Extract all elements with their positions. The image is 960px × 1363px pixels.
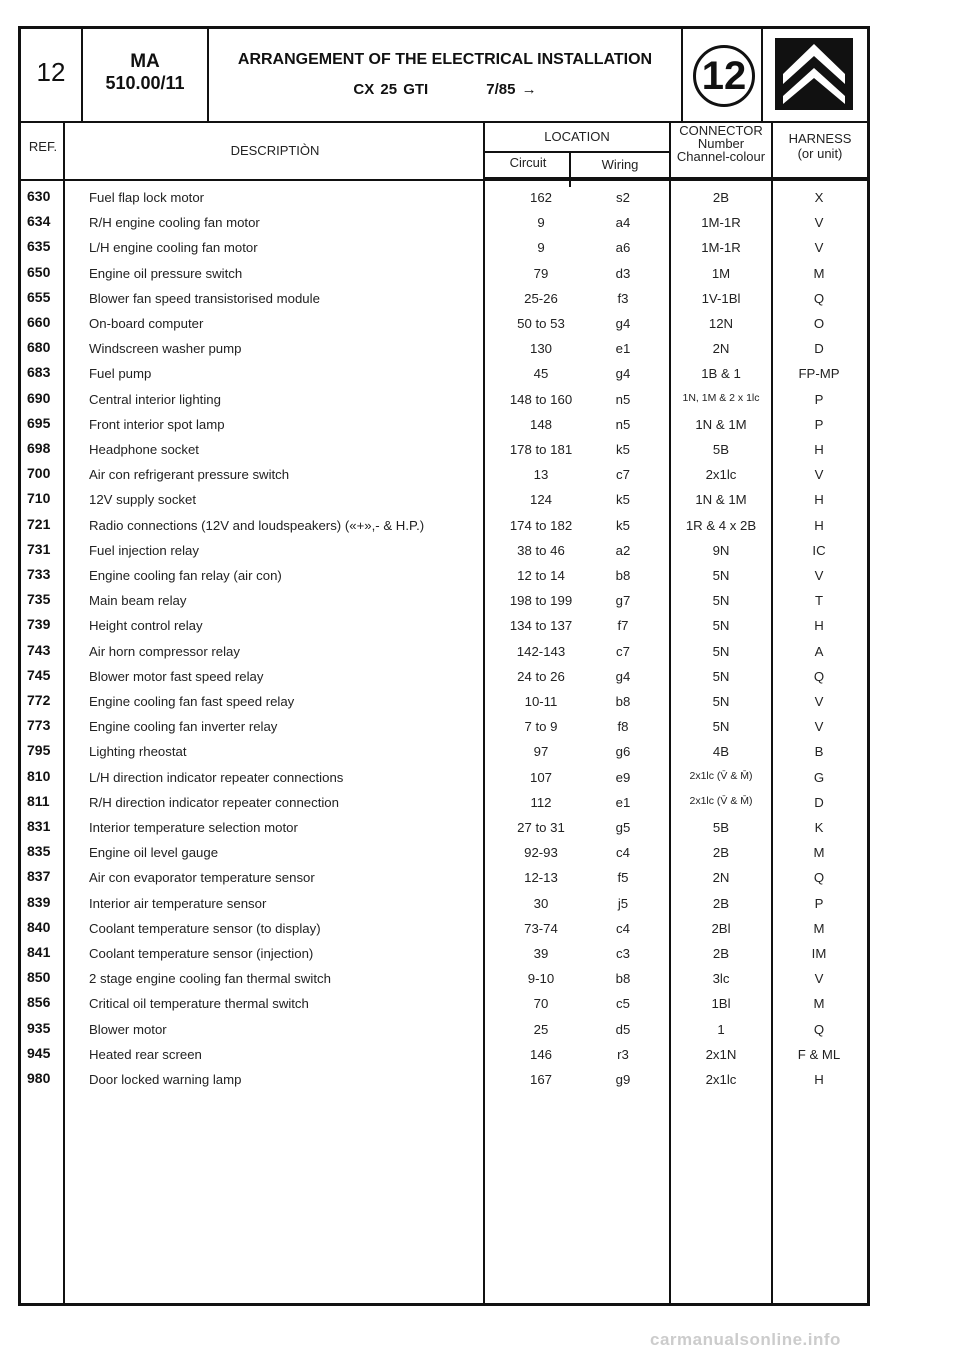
table-row [21,1042,867,1067]
circuit-cell: 134 to 137 [509,618,573,634]
harness-cell: T [814,593,824,609]
circuit-cell: 45 [533,366,549,382]
wiring-cell: g4 [615,668,631,684]
description-cell: 12V supply socket [89,492,197,508]
col-connector-number: Number [697,136,745,151]
circuit-cell: 39 [533,946,549,961]
harness-cell: H [814,517,824,533]
description-cell: Main beam relay [89,593,187,609]
col-connector [669,124,773,163]
wiring-cell: e1 [615,341,631,357]
table-row [21,412,867,437]
harness-cell: IC [812,542,826,558]
harness-cell: H [814,442,824,457]
circuit-cell: 167 [529,1072,552,1087]
connector-cell: 5N [712,694,730,709]
connector-cell: 2x1N [705,1046,737,1062]
description-cell: Blower motor [89,1021,167,1037]
ref-cell: 698 [27,440,51,456]
table-row [21,261,867,286]
table-row [21,840,867,865]
circuit-cell: 10-11 [524,694,558,709]
connector-cell: 5B [712,820,730,835]
circuit-cell: 38 to 46 [517,542,565,558]
table-row [21,336,867,361]
ref-cell: 739 [27,616,51,633]
circuit-cell: 92-93 [524,845,558,861]
connector-cell: 2N [712,341,730,357]
wiring-cell: c4 [616,920,630,936]
ref-cell: 773 [27,717,51,734]
col-wiring: Wiring [601,157,639,172]
harness-cell: B [814,744,824,760]
description-cell: Lighting rheostat [89,744,187,760]
harness-cell: D [814,341,824,357]
circuit-cell: 198 to 199 [509,593,573,609]
description-cell: Windscreen washer pump [89,341,242,357]
wiring-cell: c3 [616,946,630,961]
ref-cell: 839 [27,893,51,910]
harness-cell: M [813,265,825,281]
wiring-cell: b8 [615,568,631,583]
document-title-block [209,29,683,121]
wiring-cell: r3 [617,1046,629,1062]
table-row [21,941,867,966]
connector-cell: 5N [712,719,730,735]
table-row [21,563,867,588]
table-row [21,664,867,689]
description-cell: Air con refrigerant pressure switch [89,467,290,483]
ref-cell: 635 [27,238,51,255]
brand-logo-cell [763,29,867,121]
col-harness [773,131,867,161]
connector-cell: 5N [712,568,730,583]
table-row [21,361,867,386]
description-cell: Interior temperature selection motor [89,820,298,835]
harness-cell: M [813,845,825,861]
harness-cell: G [813,769,825,785]
description-cell: On-board computer [89,316,204,331]
ref-cell: 745 [27,666,51,683]
description-cell: L/H direction indicator repeater connections [89,769,344,785]
description-cell: Engine cooling fan fast speed relay [89,694,295,709]
wiring-cell: d5 [615,1021,631,1037]
table-row [21,966,867,991]
table-row [21,865,867,890]
description-cell: Door locked warning lamp [89,1072,242,1087]
page-number: 12 [21,29,83,121]
connector-cell: 1 [717,1021,725,1037]
harness-cell: V [814,467,824,483]
connector-cell: 1M-1R [701,215,741,231]
description-cell: Critical oil temperature thermal switch [89,996,309,1012]
table-row [21,916,867,941]
double-chevron-logo-icon [775,38,853,110]
title-block [21,29,867,123]
description-cell: Fuel pump [89,366,152,382]
connector-cell: 1Bl [711,996,731,1012]
wiring-cell: n5 [615,416,631,432]
table-row [21,991,867,1016]
connector-cell: 2x1lc (V̄ & M̄) [689,769,753,782]
date: 7/85 → [486,81,537,98]
harness-cell: Q [813,668,825,684]
description-cell: Engine oil level gauge [89,845,219,861]
circuit-cell: 12-13 [524,870,558,886]
connector-cell: 1N & 1M [695,416,747,432]
ref-cell: 721 [27,515,51,532]
circuit-cell: 9-10 [527,971,555,987]
table-row [21,235,867,260]
table-row [21,689,867,714]
ref-cell: 630 [27,188,51,204]
wiring-cell: j5 [617,895,629,911]
connector-cell: 1M-1R [701,240,741,256]
connector-cell: 2B [712,190,730,205]
wiring-cell: s2 [616,190,630,205]
description-cell: R/H direction indicator repeater connection [89,794,339,810]
ref-cell: 841 [27,944,51,960]
harness-cell: K [814,820,824,835]
circuit-cell: 9 [537,215,545,231]
connector-cell: 2B [712,895,730,911]
wiring-cell: b8 [615,694,631,709]
ref-cell: 660 [27,314,51,330]
circuit-cell: 50 to 53 [517,316,565,331]
ref-cell: 733 [27,566,51,582]
wiring-cell: g9 [615,1072,631,1087]
manual-ref: 510.00/11 [105,73,185,93]
description-cell: Blower motor fast speed relay [89,668,264,684]
description-cell: Air horn compressor relay [89,643,240,659]
connector-cell: 5B [712,442,730,457]
document-title: ARRANGEMENT OF THE ELECTRICAL INSTALLATION [237,51,653,68]
circuit-cell: 7 to 9 [524,719,558,735]
description-cell: Fuel flap lock motor [89,190,205,205]
connector-cell: 1N & 1M [695,492,747,508]
connector-cell: 2N [712,870,730,886]
harness-cell: D [814,794,824,810]
circuit-cell: 146 [529,1046,552,1062]
table-row [21,311,867,336]
harness-cell: V [814,240,824,256]
circuit-cell: 24 to 26 [517,668,565,684]
circuit-cell: 13 [533,467,549,483]
ref-cell: 856 [27,994,51,1011]
table-row [21,487,867,512]
description-cell: Air con evaporator temperature sensor [89,870,315,886]
connector-cell: 5N [712,618,730,634]
wiring-cell: f8 [617,719,629,735]
harness-cell: V [814,568,824,583]
wiring-cell: k5 [616,442,630,457]
circuit-cell: 25-26 [524,290,558,306]
col-connector-channel: Channel-colour [676,149,766,164]
connector-cell: 5N [712,593,730,609]
circuit-cell: 73-74 [524,920,558,936]
circuit-cell: 25 [533,1021,549,1037]
table-row [21,639,867,664]
manual-id [83,29,209,121]
connector-cell: 2x1lc [705,467,737,483]
wiring-cell: g4 [615,316,631,331]
connector-cell: 9N [712,542,730,558]
circuit-cell: 142-143 [516,643,566,659]
wiring-cell: k5 [616,517,630,533]
wiring-cell: g5 [615,820,631,835]
table-row [21,891,867,916]
harness-cell: Q [813,290,825,306]
harness-cell: P [814,895,824,911]
circuit-cell: 178 to 181 [509,442,573,457]
description-cell: Engine cooling fan inverter relay [89,719,278,735]
column-headers [21,121,867,181]
description-cell: Engine cooling fan relay (air con) [89,568,282,583]
subheader-divider [485,177,867,179]
circuit-cell: 9 [537,240,545,256]
table-row [21,613,867,638]
harness-cell: FP-MP [798,366,840,382]
circuit-cell: 12 to 14 [517,568,565,583]
col-ref: REF. [28,139,58,154]
ref-cell: 731 [27,540,51,557]
ref-cell: 700 [27,465,51,482]
connector-cell: 2x1lc [705,1072,737,1087]
table-row [21,538,867,563]
table-row [21,513,867,538]
table-row [21,815,867,840]
harness-cell: A [814,643,824,659]
wiring-cell: c4 [616,845,630,861]
connector-cell: 2Bl [711,920,731,936]
circuit-cell: 174 to 182 [509,517,573,533]
connector-cell: 4B [712,744,730,760]
table-row [21,739,867,764]
watermark: carmanualsonline.info [650,1330,841,1349]
ref-cell: 710 [27,490,51,507]
ref-cell: 680 [27,339,51,356]
circuit-cell: 130 [529,341,552,357]
description-cell: L/H engine cooling fan motor [89,240,258,256]
connector-cell: 5N [712,643,730,659]
ref-cell: 634 [27,213,51,230]
description-cell: R/H engine cooling fan motor [89,215,260,231]
ref-cell: 695 [27,414,51,431]
table-row [21,765,867,790]
circuit-cell: 124 [529,492,552,508]
circuit-cell: 148 [529,416,552,432]
col-circuit: Circuit [509,155,547,170]
ref-cell: 735 [27,591,51,608]
section-badge [683,29,763,121]
wiring-cell: c7 [616,643,630,659]
ref-cell: 655 [27,288,51,305]
circuit-cell: 79 [533,265,549,281]
ref-cell: 795 [27,742,51,759]
harness-cell: X [814,190,824,205]
description-cell: 2 stage engine cooling fan thermal switch [89,971,331,987]
circuit-cell: 70 [533,996,549,1012]
ref-cell: 650 [27,263,51,280]
location-divider [485,151,671,153]
table-row [21,286,867,311]
harness-cell: IM [811,946,827,961]
circuit-cell: 27 to 31 [517,820,565,835]
harness-cell: M [813,996,825,1012]
connector-cell: 1B & 1 [701,366,741,382]
ref-cell: 945 [27,1044,51,1061]
ref-cell: 835 [27,843,51,860]
connector-cell: 3lc [712,971,730,987]
description-cell: Fuel injection relay [89,542,199,558]
wiring-cell: k5 [616,492,630,508]
ref-cell: 840 [27,918,51,935]
ref-cell: 935 [27,1019,51,1036]
ref-cell: 811 [27,792,50,809]
table-row [21,714,867,739]
harness-cell: H [814,618,824,634]
harness-cell: V [814,215,824,231]
connector-cell: 1V-1Bl [701,290,741,306]
description-cell: Coolant temperature sensor (injection) [89,946,314,961]
wiring-cell: a6 [615,240,631,256]
wiring-cell: b8 [615,971,631,987]
wiring-cell: c7 [616,467,630,483]
connector-cell: 2x1lc (V̄ & M̄) [689,794,753,807]
ref-cell: 810 [27,767,51,784]
harness-cell: O [813,316,825,331]
table-row [21,790,867,815]
harness-cell: M [813,920,825,936]
circuit-cell: 148 to 160 [509,391,573,407]
circuit-cell: 107 [529,769,552,785]
grid-line-circuit [569,151,571,187]
ref-cell: 850 [27,969,51,986]
ref-cell: 837 [27,868,51,885]
harness-cell: H [814,1072,824,1087]
harness-cell: V [814,971,824,987]
ref-cell: 772 [27,692,51,708]
table-row [21,387,867,412]
connector-cell: 2B [712,845,730,861]
circuit-cell: 30 [533,895,549,911]
manual-code: MA [130,51,160,72]
circuit-cell: 97 [533,744,549,760]
description-cell: Heated rear screen [89,1046,202,1062]
harness-cell: P [814,391,824,407]
wiring-cell: e9 [615,769,631,785]
wiring-cell: e1 [615,794,631,810]
description-cell: Headphone socket [89,442,199,457]
table-row [21,1017,867,1042]
col-location: LOCATION [544,129,610,144]
description-cell: Radio connections (12V and loudspeakers) («+»,- & H.P.) [89,517,425,533]
description-cell: Height control relay [89,618,203,634]
wiring-cell: a4 [615,215,631,231]
page-frame [18,26,870,1306]
harness-cell: P [814,416,824,432]
model: CX 25 GTI [353,81,429,98]
circuit-cell: 112 [530,794,552,810]
table-row [21,185,867,210]
model-line [209,81,681,98]
wiring-cell: a2 [615,542,631,558]
connector-cell: 1M [711,265,731,281]
connector-cell: 2B [712,946,730,961]
table-row [21,588,867,613]
ref-cell: 831 [27,818,51,834]
wiring-cell: g4 [615,366,631,382]
col-harness-title: HARNESS [788,131,852,146]
description-cell: Interior air temperature sensor [89,895,267,911]
ref-cell: 690 [27,389,51,406]
description-cell: Front interior spot lamp [89,416,225,432]
description-cell: Central interior lighting [89,391,221,407]
harness-cell: Q [813,870,825,886]
table-row [21,437,867,462]
harness-cell: F & ML [797,1046,841,1062]
wiring-cell: f7 [617,618,629,634]
connector-cell: 12N [708,316,734,331]
connector-cell: 1N, 1M & 2 x 1lc [682,391,760,404]
ref-cell: 683 [27,364,51,381]
table-row [21,1067,867,1092]
wiring-cell: g7 [615,593,631,609]
table-row [21,210,867,235]
harness-cell: Q [813,1021,825,1037]
ref-cell: 980 [27,1070,51,1086]
col-connector-title: CONNECTOR [679,123,763,138]
wiring-cell: n5 [615,391,631,407]
harness-cell: H [814,492,824,508]
connector-cell: 1R & 4 x 2B [685,517,757,533]
description-cell: Blower fan speed transistorised module [89,290,320,306]
harness-cell: V [814,694,824,709]
wiring-cell: d3 [615,265,631,281]
description-cell: Engine oil pressure switch [89,265,243,281]
connector-cell: 5N [712,668,730,684]
col-harness-sub: (or unit) [797,146,843,161]
col-description: DESCRIPTIÒN [230,143,320,158]
wiring-cell: g6 [615,744,631,760]
ref-cell: 743 [27,641,51,658]
wiring-cell: f3 [617,290,629,306]
table-row [21,462,867,487]
badge-number: 12 [693,45,755,107]
description-cell: Coolant temperature sensor (to display) [89,920,321,936]
circuit-cell: 162 [529,190,552,205]
wiring-cell: f5 [617,870,629,886]
wiring-cell: c5 [616,996,630,1012]
harness-cell: V [814,719,824,735]
